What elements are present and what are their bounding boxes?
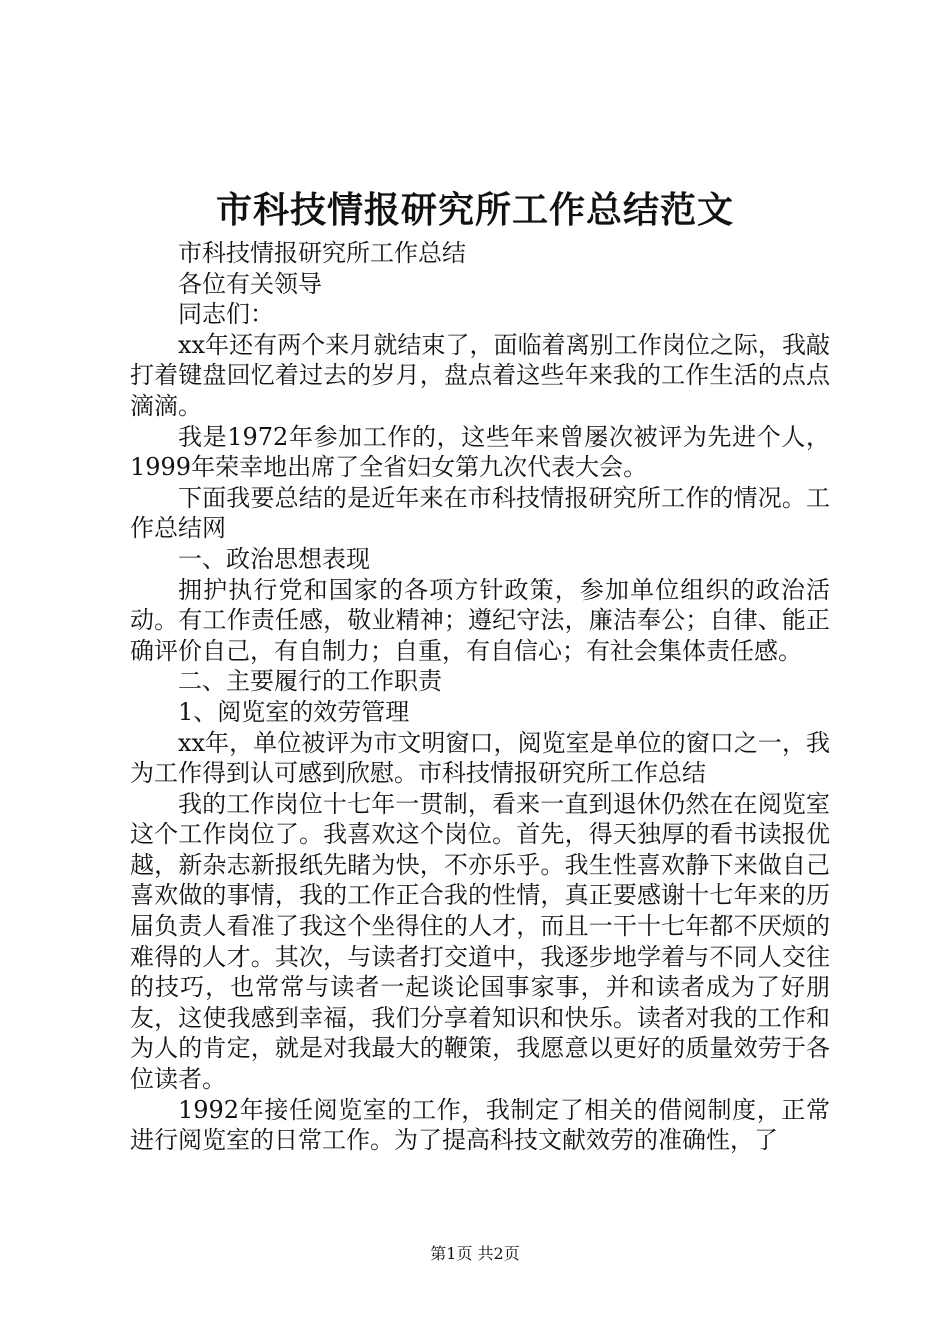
subsection-heading: 1、阅览室的效劳管理 bbox=[178, 697, 410, 726]
salutation-comrades: 同志们： bbox=[178, 300, 274, 329]
body-paragraph: xx年还有两个来月就结束了，面临着离别工作岗位之际，我敲打着键盘回忆着过去的岁月，盘点着这些年来我的工作生活的点点滴滴。 bbox=[130, 330, 830, 420]
body-paragraph: 1992年接任阅览室的工作，我制定了相关的借阅制度，正常进行阅览室的日常工作。为了提高科技文献效劳的准确性，了 bbox=[130, 1095, 830, 1155]
body-paragraph: 我的工作岗位十七年一贯制，看来一直到退休仍然在在阅览室这个工作岗位了。我喜欢这个岗位。首先，得天独厚的看书读报优越，新杂志新报纸先睹为快，不亦乐乎。我生性喜欢静下来做自己喜欢做的事情，我的工作正合我的性情，真正要感谢十七年来的历届负责人看准了我这个坐得住的人才，而且一干十七年都不厌烦的难得的人才。其次，与读者打交道中，我逐步地学着与不同人交往的技巧，也常常与读者一起谈论国事家事，并和读者成为了好朋友，这使我感到幸福，我们分享着知识和快乐。读者对我的工作和为人的肯定，就是对我最大的鞭策，我愿意以更好的质量效劳于各位读者。 bbox=[130, 789, 830, 1094]
section-heading: 二、主要履行的工作职责 bbox=[178, 667, 442, 696]
document-title: 市科技情报研究所工作总结范文 bbox=[215, 189, 734, 231]
document-body bbox=[130, 238, 830, 1156]
page-number-footer: 第1页 共2页 bbox=[430, 1244, 520, 1263]
body-paragraph: 下面我要总结的是近年来在市科技情报研究所工作的情况。工作总结网 bbox=[130, 483, 830, 543]
body-paragraph: xx年，单位被评为市文明窗口，阅览室是单位的窗口之一，我为工作得到认可感到欣慰。市科技情报研究所工作总结 bbox=[130, 728, 830, 788]
section-heading: 一、政治思想表现 bbox=[178, 544, 370, 573]
subtitle-paragraph: 市科技情报研究所工作总结 bbox=[178, 239, 466, 267]
salutation-leaders: 各位有关领导 bbox=[178, 269, 322, 298]
body-paragraph: 我是1972年参加工作的，这些年来曾屡次被评为先进个人，1999年荣幸地出席了全省妇女第九次代表大会。 bbox=[130, 422, 830, 482]
body-paragraph: 拥护执行党和国家的各项方针政策，参加单位组织的政治活动。有工作责任感，敬业精神；遵纪守法，廉洁奉公；自律、能正确评价自己，有自制力；自重，有自信心；有社会集体责任感。 bbox=[130, 575, 830, 665]
